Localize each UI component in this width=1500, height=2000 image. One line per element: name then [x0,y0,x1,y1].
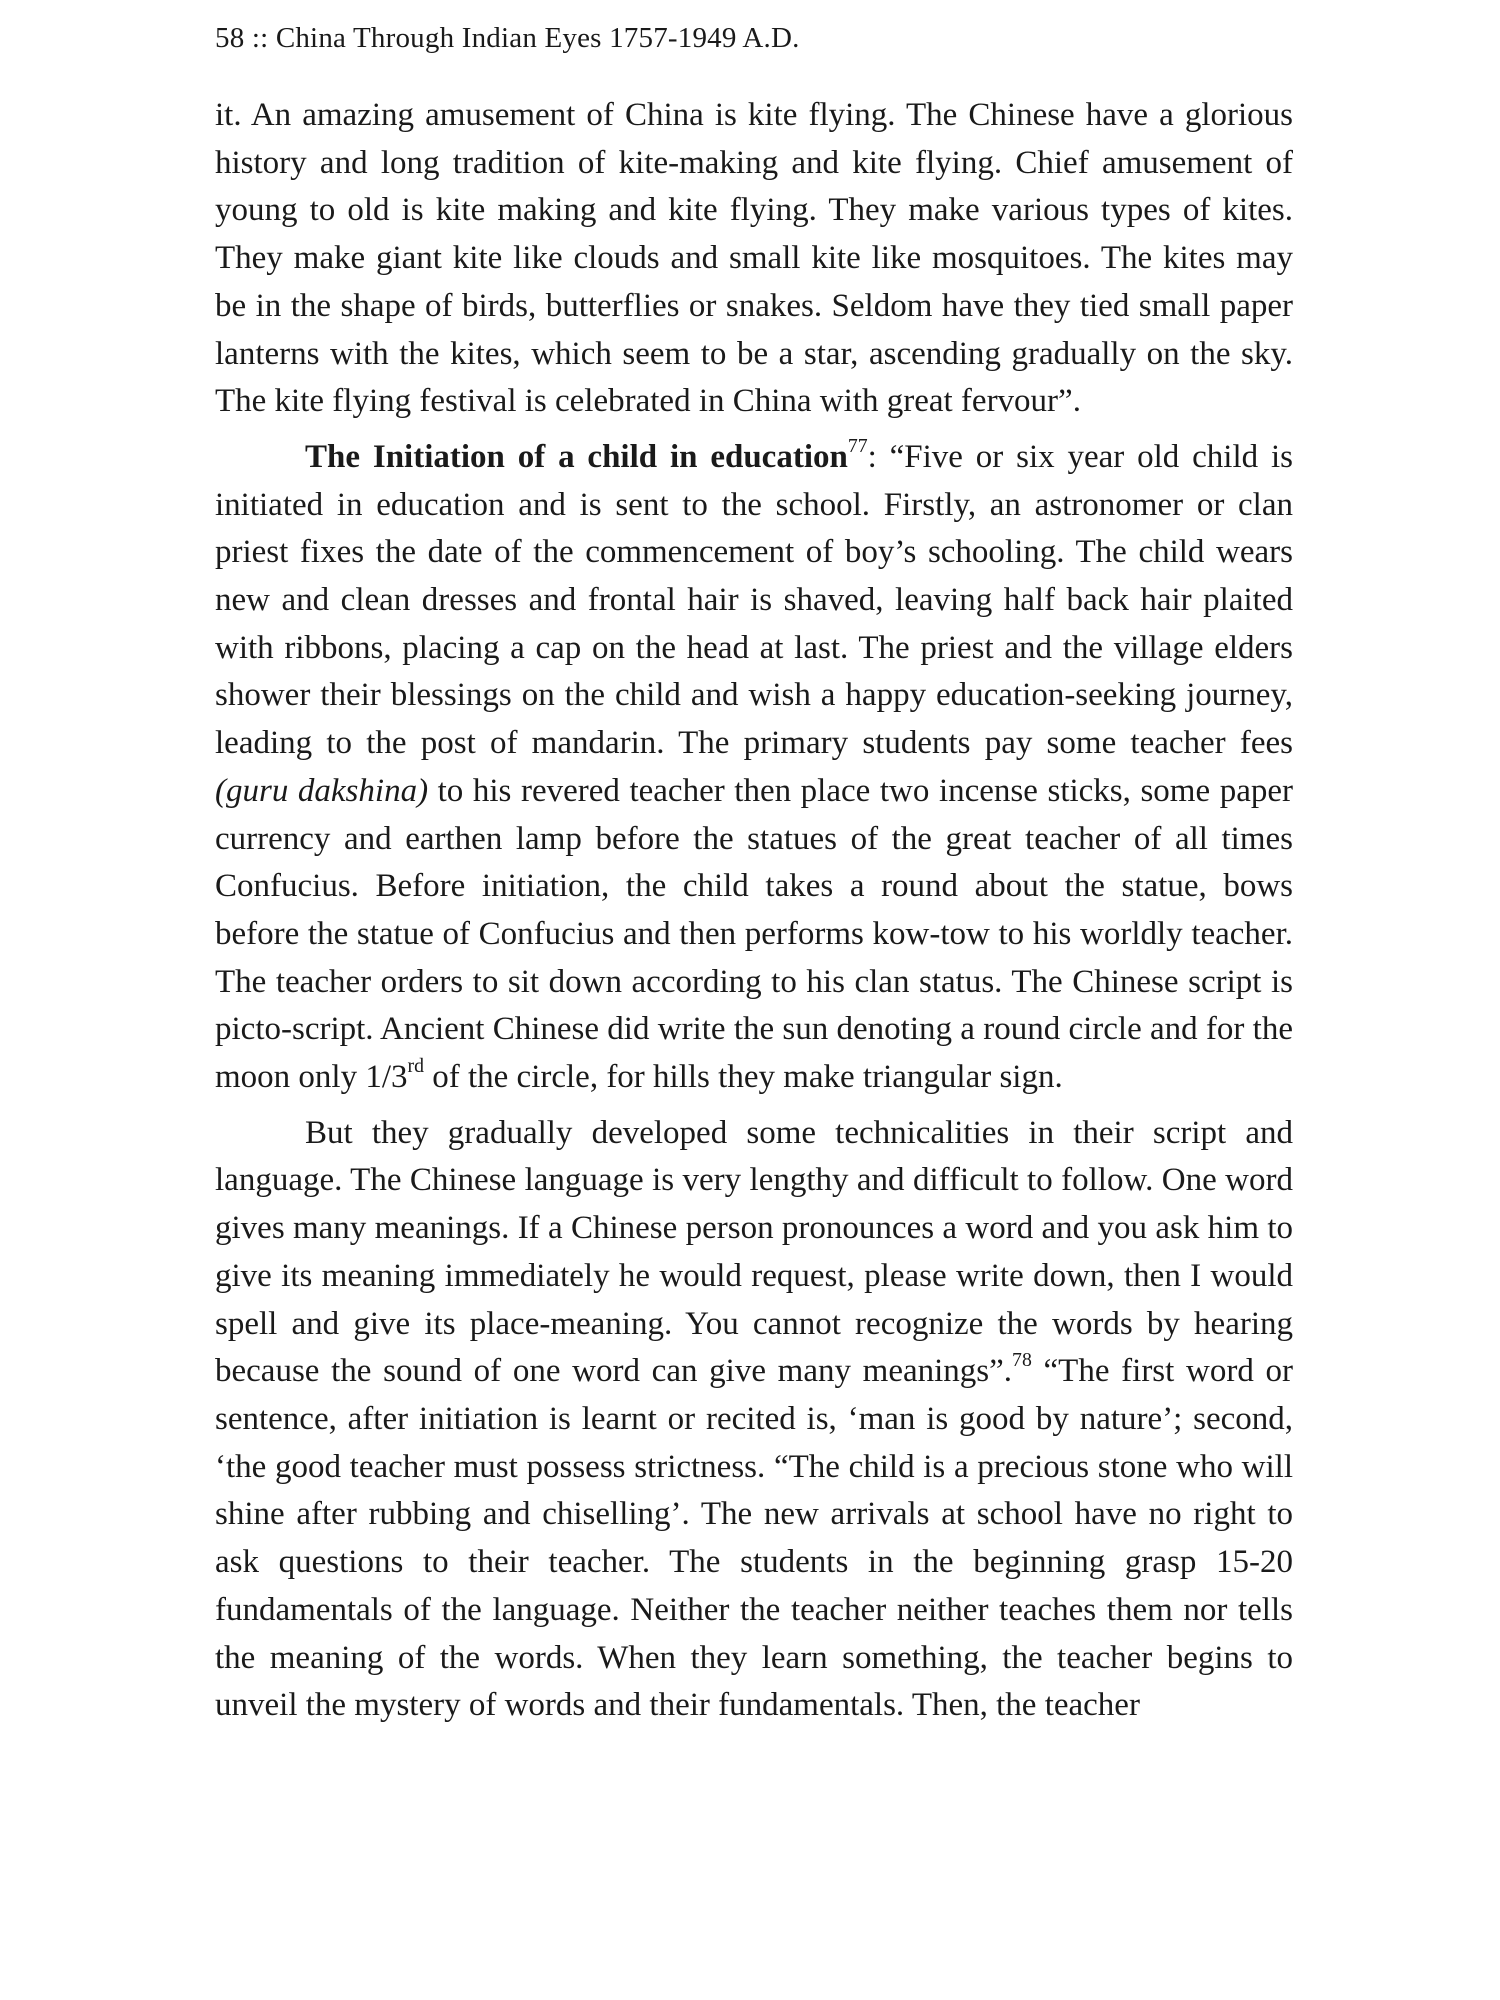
paragraph-text: to his revered teacher then place two incense sticks, some paper currency and earthen lamp before the statues of the great teacher of all times Confucius. Before initiation, the child takes a round about the statue, bows before the statue of Confucius and then performs kow-tow to his worldly teacher. The teacher orders to sit down according to his clan status. The Chinese script is picto-script. Ancient Chinese did write the sun denoting a round circle and for the moon only 1/3 [215,772,1293,1096]
footnote-ref-78: 78 [1012,1349,1032,1372]
section-heading: The Initiation of a child in education [305,438,848,475]
paragraph-text: : “Five or six year old child is initiated in education and is sent to the school. Firstly, an astronomer or clan priest fixes the date of the commencement of boy’s schooling. The child wears new and clean dresses and frontal hair is shaved, leaving half back hair plaited with ribbons, placing a cap on the head at last. The priest and the village elders shower their blessings on the child and wish a happy education-seeking journey, leading to the post of mandarin. The primary students pay some teacher fees [215,438,1293,762]
paragraph-text: But they gradually developed some technicalities in their script and language. The Chinese language is very lengthy and difficult to follow. One word gives many meanings. If a Chinese person pronounces a word and you ask him to give its meaning immediately he would request, please write down, then I would spell and give its place-meaning. You cannot recognize the words by hearing because the sound of one word can give many meanings”. [215,1114,1293,1390]
paragraph-initiation [215,434,1293,1102]
paragraph-text: “The first word or sentence, after initiation is learnt or recited is, ‘man is good by nature’; second, ‘the good teacher must possess strictness. “The child is a precious stone who will shine after rubbing and chiselling’. The new arrivals at school have no right to ask questions to their teacher. The students in the beginning grasp 15-20 fundamentals of the language. Neither the teacher neither teaches them nor tells the meaning of the words. When they learn something, the teacher begins to unveil the mystery of words and their fundamentals. Then, the teacher [215,1353,1294,1724]
book-page [215,0,1293,2000]
paragraph-kite-flying: it. An amazing amusement of China is kite flying. The Chinese have a glorious history and long tradition of kite-making and kite flying. Chief amusement of young to old is kite making and kite flying. They make various types of kites. They make giant kite like clouds and small kite like mosquitoes. The kites may be in the shape of birds, butterflies or snakes. Seldom have they tied small paper lanterns with the kites, which seem to be a star, ascending gradually on the sky. The kite flying festival is celebrated in China with great fervour”. [215,97,1293,420]
body-text [215,92,1293,1738]
running-head: 58 :: China Through Indian Eyes 1757-1949 A.D. [215,22,800,54]
paragraph-language [215,1110,1293,1730]
ordinal-suffix: rd [407,1055,424,1078]
italic-term: (guru dakshina) [215,772,429,809]
paragraph-text: of the circle, for hills they make triangular sign. [424,1059,1063,1096]
footnote-ref-77: 77 [847,435,868,458]
